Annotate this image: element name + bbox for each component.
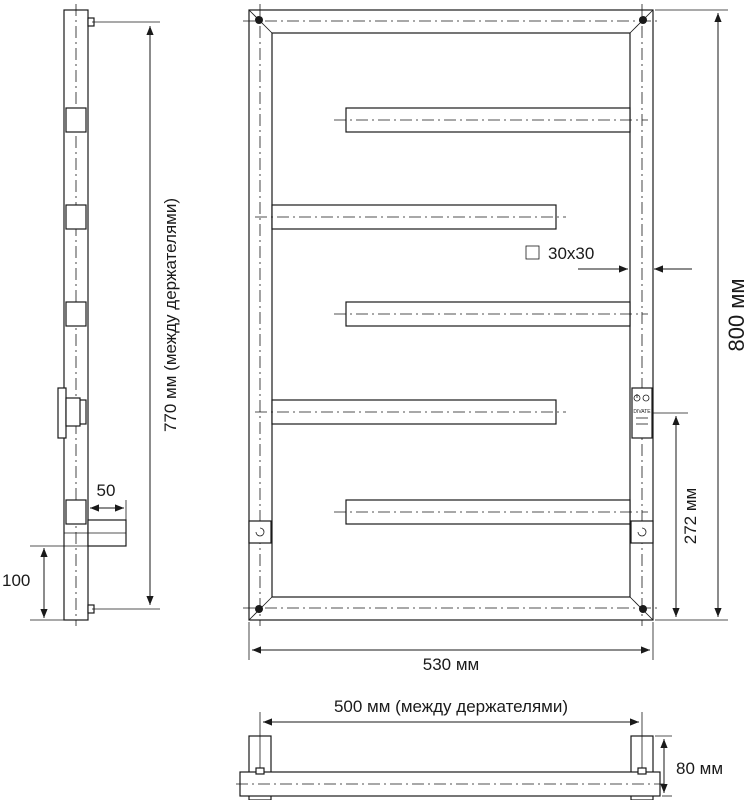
socket-right xyxy=(631,521,653,543)
front-view xyxy=(243,4,749,674)
dim-530-label: 530 мм xyxy=(422,655,480,674)
mount-dot-br xyxy=(639,605,647,613)
top-holder-right xyxy=(638,768,646,774)
mount-dot-tl xyxy=(255,16,263,24)
side-rung-1 xyxy=(66,108,86,132)
top-holder-left xyxy=(256,768,264,774)
mount-dot-bl xyxy=(255,605,263,613)
side-rung-5 xyxy=(66,500,86,524)
side-rung-2 xyxy=(66,205,86,229)
dim-50-label: 50 xyxy=(96,481,116,500)
dim-80-label: 80 мм xyxy=(676,759,724,778)
side-rung-3 xyxy=(66,302,86,326)
dim-800-label: 800 мм xyxy=(724,278,749,352)
dim-770-label: 770 мм (между держателями) xyxy=(161,197,180,433)
side-view xyxy=(2,4,180,626)
socket-left xyxy=(249,521,271,543)
profile-size-label: 30x30 xyxy=(548,244,595,263)
top-view xyxy=(236,697,723,800)
side-control-unit xyxy=(58,388,66,438)
mount-dot-tr xyxy=(639,16,647,24)
dim-272-label: 272 мм xyxy=(681,487,700,545)
dim-500-label: 500 мм (между держателями) xyxy=(333,697,569,716)
control-text: DIVATE xyxy=(633,409,651,415)
dim-100-label: 100 xyxy=(2,571,31,590)
